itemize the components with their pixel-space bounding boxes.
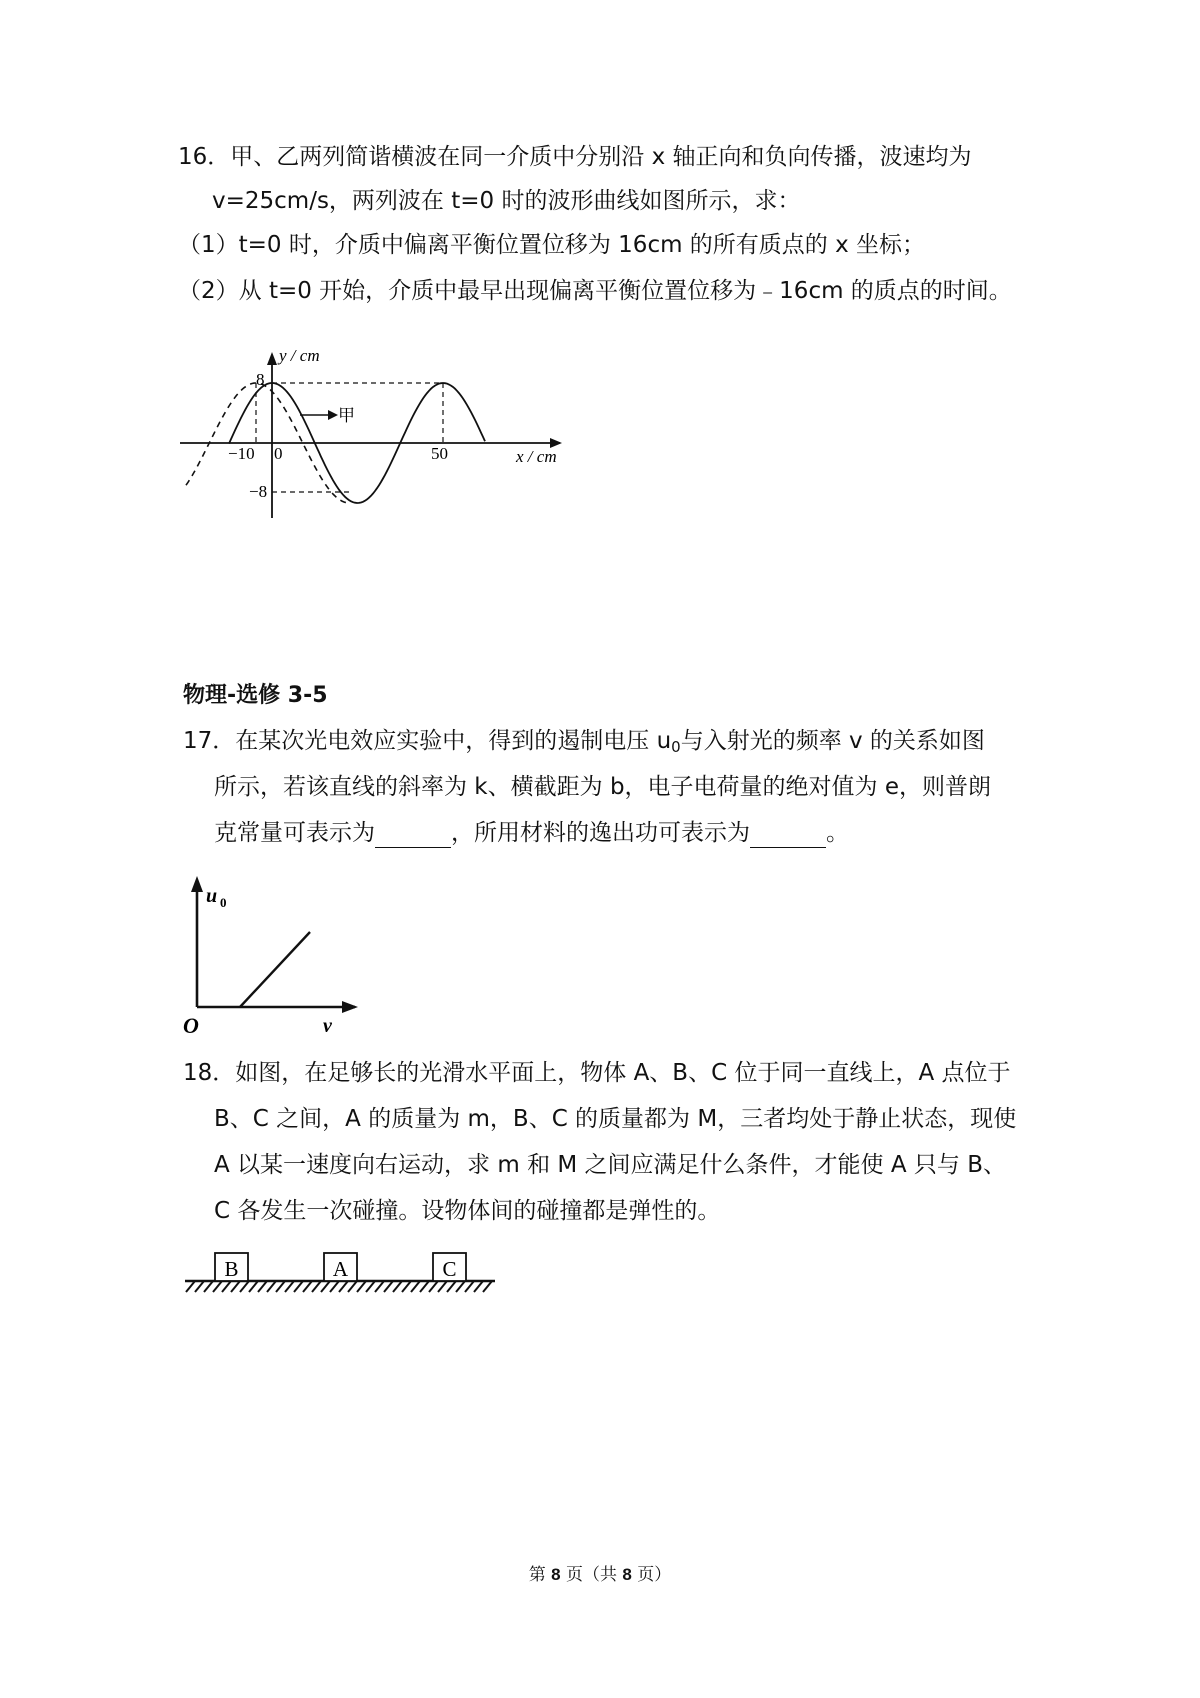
q17-line3-b: ，所用材料的逸出功可表示为 [451,820,750,846]
q16-tick-0: 0 [274,444,283,463]
q18-hatch-mark [294,1281,303,1292]
q18-line4: C 各发生一次碰撞。设物体间的碰撞都是弹性的。 [214,1198,721,1224]
q17-blank-planck[interactable] [375,823,451,848]
q17-line1-a: 17．在某次光电效应实验中，得到的遏制电压 u [183,728,672,754]
q18-hatch-mark [465,1281,474,1292]
q16-line3: （1）t=0 时，介质中偏离平衡位置位移为 16cm 的所有质点的 x 坐标； [178,232,926,258]
q17-line1-sub: 0 [671,738,681,756]
q18-hatch-mark [411,1281,420,1292]
q18-hatch-mark [474,1281,483,1292]
q17-graph-figure [180,868,360,1038]
section-title: 物理-选修 3-5 [183,683,328,708]
q17-u-arrow [191,876,203,892]
q16-direction-arrow [328,410,338,420]
q18-hatch-mark [231,1281,240,1292]
q18-ground-hatch [186,1281,492,1292]
q18-hatch-mark [258,1281,267,1292]
q16-wave-figure [175,338,585,523]
q18-hatch-mark [186,1281,195,1292]
q17-line3 [214,818,849,848]
q18-hatch-mark [240,1281,249,1292]
q18-line1: 18．如图，在足够长的光滑水平面上，物体 A、B、C 位于同一直线上，A 点位于 [183,1060,1011,1086]
q18-hatch-mark [276,1281,285,1292]
page-footer [0,1560,1200,1585]
q17-blank-work-function[interactable] [750,823,826,848]
q18-hatch-mark [447,1281,456,1292]
footer-page: 8 [551,1565,561,1584]
q17-line3-c: 。 [826,820,849,846]
q18-hatch-mark [222,1281,231,1292]
footer-mid: 页（共 [560,1565,623,1585]
q18-hatch-mark [402,1281,411,1292]
q18-hatch-mark [303,1281,312,1292]
q18-hatch-mark [357,1281,366,1292]
q18-hatch-mark [438,1281,447,1292]
q18-hatch-mark [420,1281,429,1292]
q18-hatch-mark [213,1281,222,1292]
q17-u-sub: 0 [220,895,227,910]
q18-hatch-mark [483,1281,492,1292]
q18-label-a: A [332,1257,349,1281]
q16-tick-neg8: −8 [249,482,268,501]
q18-hatch-mark [339,1281,348,1292]
q18-label-b: B [224,1257,239,1281]
q17-line1-b: 与入射光的频率 v 的关系如图 [680,728,985,754]
q18-hatch-mark [330,1281,339,1292]
q18-hatch-mark [384,1281,393,1292]
q16-y-arrow [267,352,277,365]
q18-hatch-mark [321,1281,330,1292]
q17-line1 [183,726,985,756]
q18-hatch-mark [312,1281,321,1292]
q18-line3: A 以某一速度向右运动，求 m 和 M 之间应满足什么条件，才能使 A 只与 B、 [214,1152,1006,1178]
q17-line [240,932,310,1007]
q18-hatch-mark [195,1281,204,1292]
q18-hatch-mark [429,1281,438,1292]
q18-hatch-mark [348,1281,357,1292]
footer-total: 8 [622,1565,632,1584]
q16-x-label: x / cm [516,447,557,466]
footer-suffix: 页） [631,1565,672,1585]
q17-origin-label: O [183,1013,199,1038]
q18-hatch-mark [366,1281,375,1292]
q18-blocks-figure [180,1248,500,1298]
q16-line4: （2）从 t=0 开始，介质中最早出现偏离平衡位置位移为﹣16cm 的质点的时间。 [178,278,1012,304]
q16-wave-label: 甲 [338,406,355,425]
q18-hatch-mark [204,1281,213,1292]
q18-hatch-mark [456,1281,465,1292]
q18-hatch-mark [285,1281,294,1292]
q18-hatch-mark [249,1281,258,1292]
q17-v-arrow [342,1001,358,1013]
q16-line1: 16．甲、乙两列简谐横波在同一介质中分别沿 x 轴正向和负向传播，波速均为 [178,144,972,170]
q18-line2: B、C 之间，A 的质量为 m，B、C 的质量都为 M，三者均处于静止状态，现使 [214,1106,1017,1132]
q18-label-c: C [442,1257,457,1281]
q18-hatch-mark [267,1281,276,1292]
q16-tick-8: 8 [256,370,265,389]
q18-hatch-mark [375,1281,384,1292]
q16-y-label: y / cm [279,346,320,365]
q17-v-label: v [323,1015,332,1037]
q17-line3-a: 克常量可表示为 [214,820,375,846]
footer-prefix: 第 [528,1565,552,1585]
q17-u-label: u [206,885,218,907]
q16-tick-50: 50 [431,444,448,463]
q16-tick-neg10: −10 [228,444,255,463]
q17-line2: 所示，若该直线的斜率为 k、横截距为 b，电子电荷量的绝对值为 e，则普朗 [214,774,992,800]
q16-line2: v=25cm/s，两列波在 t=0 时的波形曲线如图所示，求： [212,188,801,214]
q18-hatch-mark [393,1281,402,1292]
